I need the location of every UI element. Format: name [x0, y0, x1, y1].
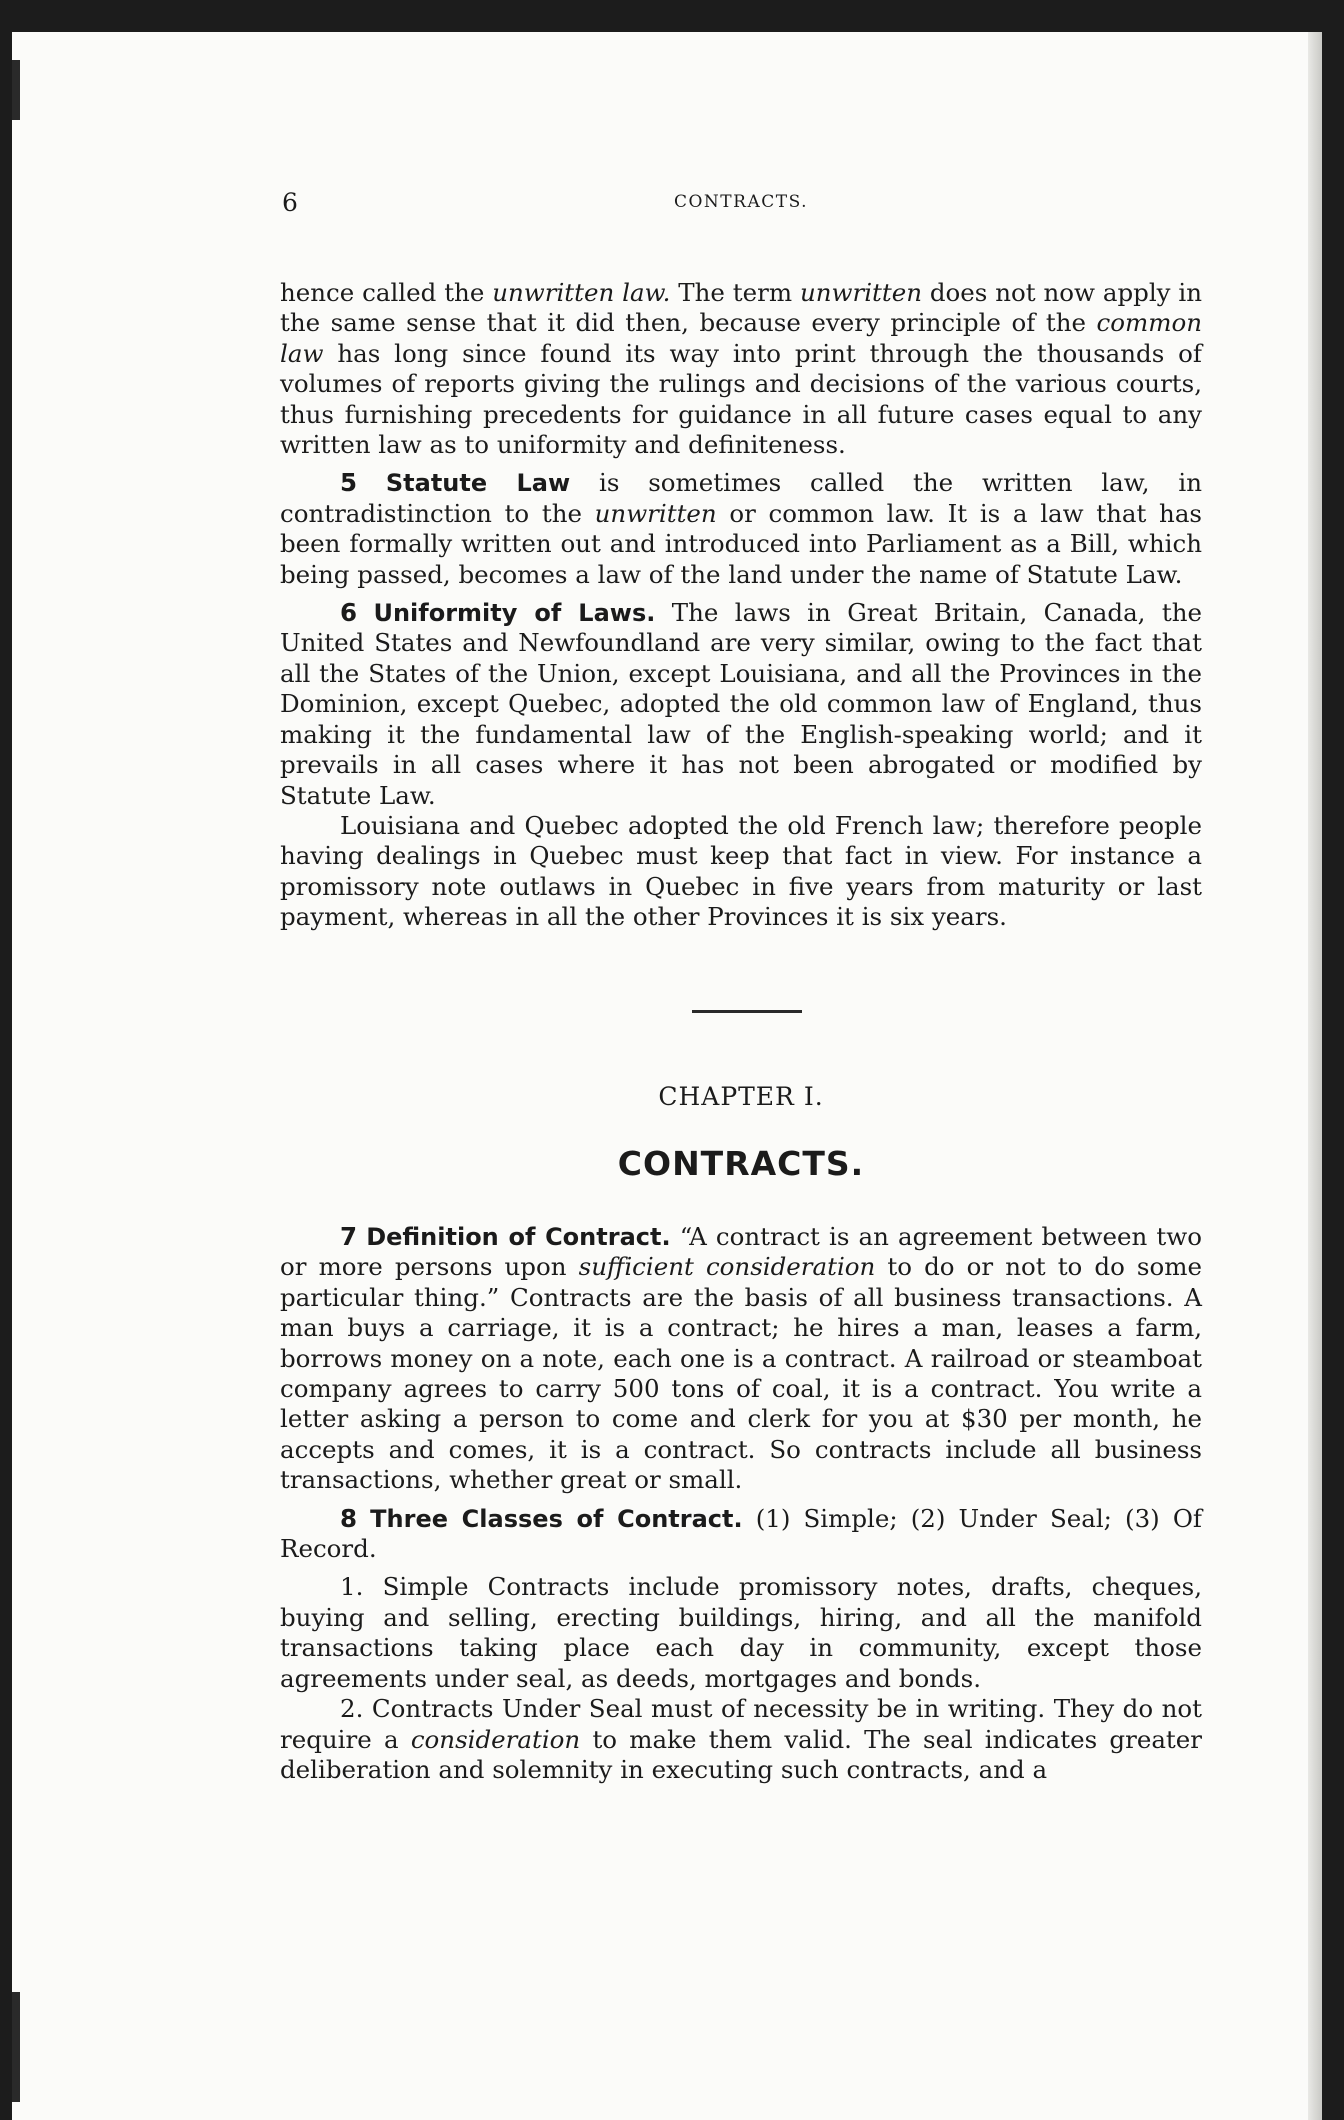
paragraph-section-8: [280, 1504, 1202, 1565]
text-run: “A contract is an agreement between two or more persons upon: [280, 1222, 1202, 1282]
italic-run: unwritten law.: [492, 278, 671, 307]
body-text-top: [280, 278, 1202, 933]
chapter-title: CONTRACTS.: [617, 1144, 865, 1183]
body-text-bottom: [280, 1222, 1202, 1785]
section-number: 8: [340, 1503, 358, 1533]
text-run: has long since found its way into print through the thousands of volumes of reports giving the rulings and decisions of the various courts, thus furnishing precedents for guidance in all future cases equal to any written law as to uniformity and definiteness.: [280, 338, 1202, 460]
paragraph-section-6-continued: Louisiana and Quebec adopted the old French law; therefore people having dealings in Quebec must keep that fact in view. For instance a promissory note outlaws in Quebec in five years from maturity or last payment, whereas in all the other Provinces it is six years.: [280, 810, 1202, 932]
chapter-label: CHAPTER I.: [658, 1082, 824, 1111]
running-head: [280, 188, 1202, 218]
section-number: 5: [340, 468, 358, 498]
text-run: 2. Contracts Under Seal must of necessity be in writing. They do not require a: [280, 1694, 1202, 1754]
text-run: The term: [670, 278, 800, 307]
binding-mark: [12, 1992, 20, 2102]
section-heading: Definition of Contract.: [366, 1223, 671, 1251]
page-edge: [1308, 32, 1322, 2120]
running-title: CONTRACTS.: [673, 192, 809, 212]
section-heading: Three Classes of Contract.: [370, 1504, 743, 1533]
text-run: The laws in Great Britain, Canada, the United States and Newfoundland are very similar, owing to the fact that all the States of the Union, except Louisiana, and all the Provinces in the Dominion, except Quebec, adopted the old common law of England, thus making it the fundamental law of the English-speaking world; and it prevails in all cases where it has not been abrogated or modified by Statute Law.: [280, 598, 1202, 810]
paragraph-contracts-under-seal: [280, 1694, 1202, 1785]
italic-run: consideration: [410, 1724, 581, 1754]
text-run: to make them valid. The seal indicates greater deliberation and solemnity in executing such contracts, and a: [280, 1724, 1202, 1784]
text-run: is sometimes called the written law, in contradistinction to the: [280, 468, 1202, 528]
italic-run: sufficient consideration: [578, 1252, 876, 1282]
section-number: 6: [340, 598, 358, 628]
text-run: or common law. It is a law that has been formally written out and introduced into Parliament as a Bill, which being passed, becomes a law of the land under the name of Statute Law.: [280, 498, 1202, 589]
text-run: to do or not to do some particular thing.” Contracts are the basis of all business transactions. A man buys a carriage, it is a contract; he hires a man, leases a farm, borrows money on a note, each one is a contract. A railroad or steamboat company agrees to carry 500 tons of coal, it is a contract. You write a letter asking a person to come and clerk for you at $30 per month, he accepts and comes, it is a contract. So contracts include all business transactions, whether great or small.: [280, 1252, 1202, 1495]
paragraph-simple-contracts: 1. Simple Contracts include promissory notes, drafts, cheques, buying and selling, erecting buildings, hiring, and all the manifold transactions taking place each day in community, except those agreements under seal, as deeds, mortgages and bonds.: [280, 1572, 1202, 1693]
text-run: (1) Simple; (2) Under Seal; (3) Of Record.: [280, 1503, 1202, 1564]
text-run: hence called the: [280, 278, 493, 307]
section-divider: [692, 1010, 802, 1013]
italic-run: unwritten: [799, 278, 922, 307]
binding-mark: [12, 60, 20, 120]
text-run: does not now apply in the same sense that it did then, because every principle of the: [280, 278, 1202, 338]
paragraph-intro: [280, 278, 1202, 460]
paragraph-section-6: [280, 598, 1202, 811]
page-number: 6: [282, 188, 298, 217]
section-heading: Statute Law: [385, 469, 571, 498]
italic-run: common law: [280, 308, 1202, 368]
section-number: 7: [340, 1222, 358, 1251]
paragraph-section-7: [280, 1222, 1202, 1496]
italic-run: unwritten: [594, 498, 717, 528]
section-heading: Uniformity of Laws.: [373, 599, 656, 628]
paragraph-section-5: [280, 468, 1202, 590]
